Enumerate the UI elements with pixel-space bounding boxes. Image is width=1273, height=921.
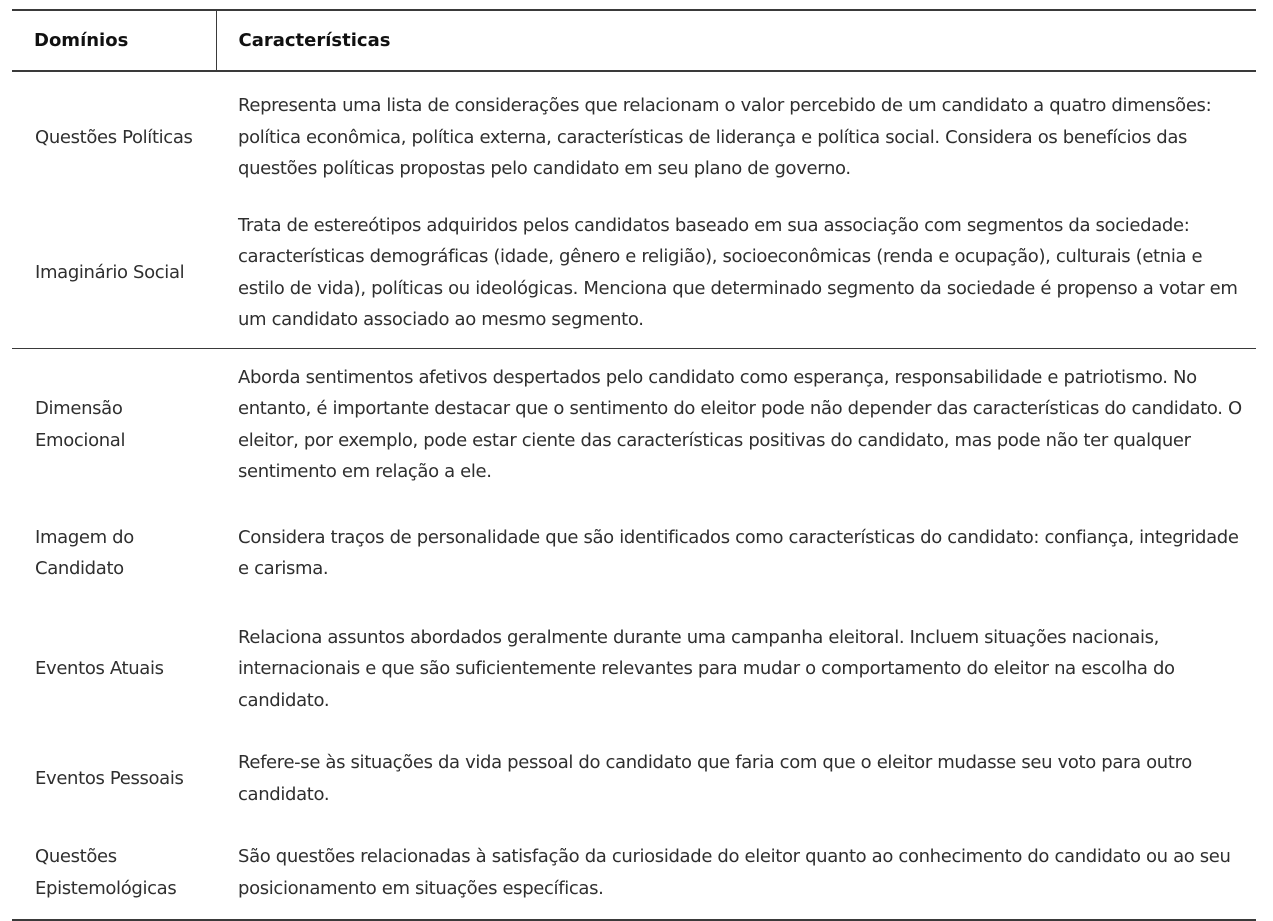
characteristics-cell: São questões relacionadas à satisfação da curiosidade do eleitor quanto ao conhecimento do candidato ou ao seu posicionamento em situações específicas. — [238, 846, 1231, 899]
characteristics-cell: Aborda sentimentos afetivos despertados pelo candidato como esperança, responsabilidade e patriotismo. No entanto, é importante destacar que o sentimento do eleitor pode não depender das características do candidato. O eleitor, por exemplo, pode estar ciente das características positivas do candidato, mas pode não ter qualquer sentimento em relação a ele. — [238, 366, 1242, 482]
domain-cell: Eventos Pessoais — [35, 767, 184, 789]
header-domains: Domínios — [12, 10, 216, 71]
characteristics-cell: Representa uma lista de considerações que relacionam o valor percebido de um candidato a quatro dimensões: política econômica, política externa, características de liderança e política social. Considera os benefícios das questões políticas propostas pelo candidato em seu plano de governo. — [238, 95, 1212, 179]
domains-table-container — [12, 9, 1256, 921]
domain-cell: Questões Políticas — [35, 126, 193, 148]
characteristics-cell: Considera traços de personalidade que são identificados como características do candidato: confiança, integridade e carisma. — [238, 526, 1239, 579]
table-row — [12, 201, 1256, 349]
domain-cell: Imagem do Candidato — [35, 526, 134, 579]
table-row — [12, 607, 1256, 732]
characteristics-cell: Refere-se às situações da vida pessoal do candidato que faria com que o eleitor mudasse seu voto para outro candidato. — [238, 752, 1192, 805]
table-row — [12, 500, 1256, 607]
table-row — [12, 348, 1256, 500]
domain-cell: Questões Epistemológicas — [35, 846, 177, 899]
table-row — [12, 71, 1256, 201]
domains-table — [12, 9, 1256, 921]
characteristics-cell: Relaciona assuntos abordados geralmente durante uma campanha eleitoral. Incluem situações nacionais, internacionais e que são suficientemente relevantes para mudar o comportamento do eleitor na escolha do candidato. — [238, 626, 1175, 711]
table-row — [12, 826, 1256, 920]
characteristics-cell: Trata de estereótipos adquiridos pelos candidatos baseado em sua associação com segmentos da sociedade: características demográficas (idade, gênero e religião), socioeconômicas (renda e ocupação), culturais (etnia e estilo de vida), políticas ou ideológicas. Menciona que determinado segmento da sociedade é propenso a votar em um candidato associado ao mesmo segmento. — [238, 214, 1238, 330]
table-header-row — [12, 10, 1256, 71]
table-row — [12, 731, 1256, 826]
domain-cell: Imaginário Social — [35, 261, 185, 283]
domain-cell: Eventos Atuais — [35, 658, 164, 679]
domain-cell: Dimensão Emocional — [35, 398, 126, 451]
header-characteristics: Características — [238, 30, 391, 51]
